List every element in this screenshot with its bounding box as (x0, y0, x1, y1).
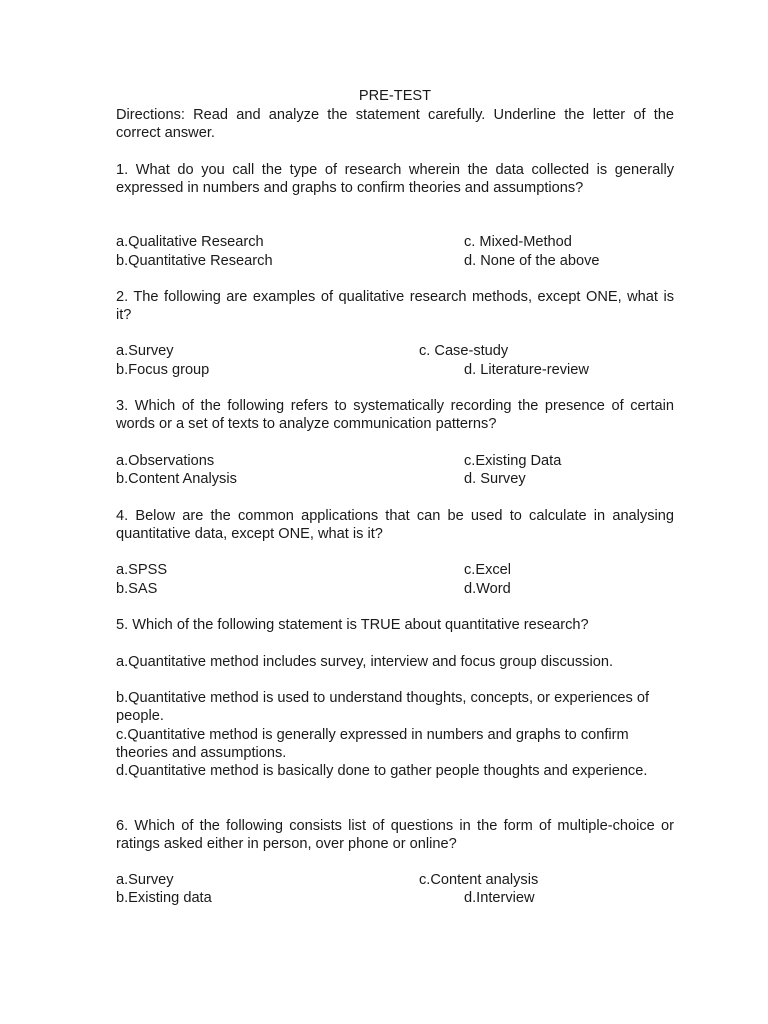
question-6-choice-b: b.Existing data (116, 890, 212, 906)
question-3-choice-c: c.Existing Data (464, 453, 562, 469)
question-6-choice-c: c.Content analysis (419, 872, 539, 888)
question-5-text: 5. Which of the following statement is TRUE about quantitative research? (116, 617, 589, 633)
question-6-choice-a: a.Survey (116, 872, 174, 888)
directions: Directions: Read and analyze the statement carefully. Underline the letter of the correct answer. (116, 107, 674, 141)
question-5-choice-c: c.Quantitative method is generally expressed in numbers and graphs to confirm theories and assumptions. (116, 727, 629, 761)
question-4-text: 4. Below are the common applications that can be used to calculate in analysing quantitative data, except ONE, what is it? (116, 508, 674, 542)
question-1-choice-a: a.Qualitative Research (116, 234, 264, 250)
question-2-choice-b: b.Focus group (116, 362, 210, 378)
question-3-text: 3. Which of the following refers to systematically recording the presence of certain words or a set of texts to analyze communication patterns? (116, 398, 674, 432)
question-4-choice-b: b.SAS (116, 581, 158, 597)
question-1-choice-c: c. Mixed-Method (464, 234, 572, 250)
question-4-choice-c: c.Excel (464, 562, 512, 578)
question-4-choice-a: a.SPSS (116, 562, 168, 578)
question-3-choice-b: b.Content Analysis (116, 471, 237, 487)
question-2-choice-a: a.Survey (116, 343, 174, 359)
question-3-choice-a: a.Observations (116, 453, 215, 469)
question-5-choice-d: d.Quantitative method is basically done to gather people thoughts and experience. (116, 763, 648, 779)
question-1-choice-d: d. None of the above (464, 253, 600, 269)
question-5-choice-a: a.Quantitative method includes survey, interview and focus group discussion. (116, 654, 613, 670)
question-4-choice-d: d.Word (464, 581, 511, 597)
question-6-choice-d: d.Interview (464, 890, 535, 906)
question-2-text: 2. The following are examples of qualitative research methods, except ONE, what is it? (116, 289, 674, 323)
question-1-text: 1. What do you call the type of research wherein the data collected is generally expressed in numbers and graphs to confirm theories and assumptions? (116, 162, 674, 196)
question-6-text: 6. Which of the following consists list of questions in the form of multiple-choice or ratings asked either in person, over phone or online? (116, 818, 674, 852)
question-2-choice-c: c. Case-study (419, 343, 509, 359)
question-1-choice-b: b.Quantitative Research (116, 253, 273, 269)
question-3-choice-d: d. Survey (464, 471, 526, 487)
question-2-choice-d: d. Literature-review (464, 362, 589, 378)
question-5-choice-b: b.Quantitative method is used to understand thoughts, concepts, or experiences of people. (116, 690, 649, 724)
page-title: PRE-TEST (358, 88, 432, 104)
